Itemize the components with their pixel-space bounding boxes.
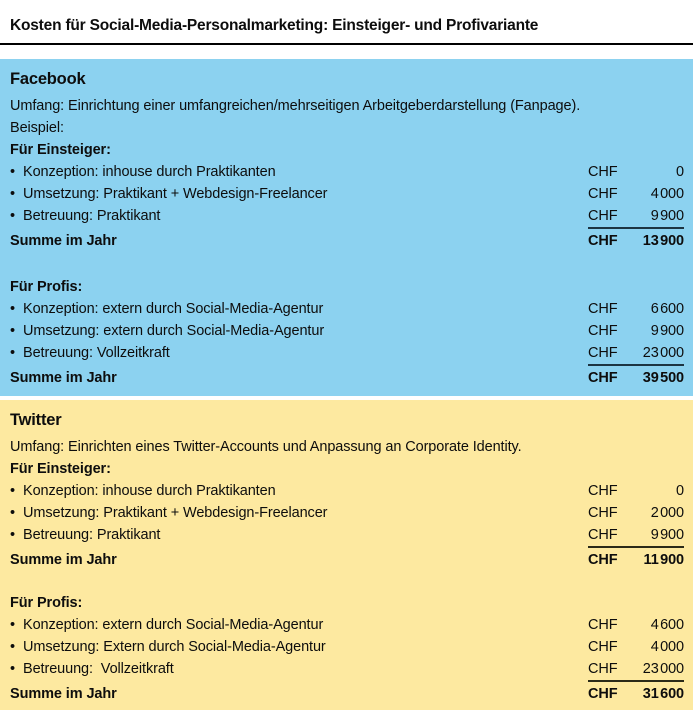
page-title: Kosten für Social-Media-Personalmarketing: Einsteiger- und Profivariante	[10, 17, 539, 34]
cost-label: Betreuung: Praktikant	[23, 208, 161, 224]
cost-line	[10, 320, 684, 342]
cost-line	[10, 161, 684, 183]
cost-line	[10, 658, 684, 682]
cost-line	[10, 342, 684, 366]
total-row	[10, 366, 684, 390]
cost-amount-group	[588, 205, 684, 229]
cost-amount-group	[588, 183, 684, 205]
cost-label: Konzeption: inhouse durch Praktikanten	[23, 483, 276, 499]
cost-amount: 6 600	[650, 301, 684, 317]
section-twitter	[0, 400, 693, 710]
cost-amount-group	[588, 636, 684, 658]
currency-code: CHF	[588, 370, 618, 386]
cost-label: Betreuung: Vollzeitkraft	[23, 345, 170, 361]
bullet-marker: •	[10, 323, 15, 339]
section-heading: Twitter	[10, 411, 62, 429]
cost-amount: 23 000	[642, 345, 684, 361]
total-row	[10, 229, 684, 253]
cost-amount-group	[588, 298, 684, 320]
cost-amount-group	[588, 320, 684, 342]
intro-line: Beispiel:	[10, 120, 64, 136]
cost-line	[10, 298, 684, 320]
total-amount: 13 900	[642, 233, 684, 249]
currency-code: CHF	[588, 617, 618, 633]
cost-amount: 9 900	[650, 208, 684, 224]
cost-label: Umsetzung: extern durch Social-Media-Agentur	[23, 323, 325, 339]
total-amount: 11 900	[643, 552, 684, 568]
bullet-marker: •	[10, 186, 15, 202]
bullet-marker: •	[10, 345, 15, 361]
cost-amount-group	[588, 524, 684, 548]
cost-label: Konzeption: extern durch Social-Media-Agentur	[23, 617, 324, 633]
currency-code: CHF	[588, 552, 618, 568]
bullet-marker: •	[10, 505, 15, 521]
cost-line	[10, 524, 684, 548]
total-amount-group	[588, 548, 684, 572]
group-heading: Für Profis:	[10, 279, 83, 295]
currency-code: CHF	[588, 505, 618, 521]
cost-label: Betreuung: Praktikant	[23, 527, 161, 543]
section-facebook	[0, 59, 693, 396]
bullet-marker: •	[10, 527, 15, 543]
intro-line: Umfang: Einrichtung einer umfangreichen/mehrseitigen Arbeitgeberdarstellung (Fanpage).	[10, 98, 581, 114]
currency-code: CHF	[588, 186, 618, 202]
currency-code: CHF	[588, 686, 618, 702]
total-row	[10, 682, 684, 706]
cost-amount: 0	[676, 483, 684, 499]
cost-amount: 4 600	[650, 617, 684, 633]
total-label: Summe im Jahr	[10, 686, 117, 702]
cost-line	[10, 205, 684, 229]
currency-code: CHF	[588, 233, 618, 249]
cost-label: Betreuung: Vollzeitkraft	[23, 661, 174, 677]
title-divider	[0, 43, 693, 45]
cost-label: Konzeption: extern durch Social-Media-Agentur	[23, 301, 324, 317]
section-heading: Facebook	[10, 70, 86, 88]
bullet-marker: •	[10, 639, 15, 655]
currency-code: CHF	[588, 208, 618, 224]
currency-code: CHF	[588, 345, 618, 361]
cost-amount-group	[588, 614, 684, 636]
cost-amount: 9 900	[650, 323, 684, 339]
currency-code: CHF	[588, 323, 618, 339]
total-amount-group	[588, 682, 684, 706]
total-row	[10, 548, 684, 572]
cost-amount: 2 000	[650, 505, 684, 521]
cost-label: Umsetzung: Extern durch Social-Media-Agentur	[23, 639, 326, 655]
group-heading: Für Einsteiger:	[10, 142, 111, 158]
total-amount: 31 600	[642, 686, 684, 702]
cost-amount-group	[588, 161, 684, 183]
total-amount-group	[588, 229, 684, 253]
intro-line: Umfang: Einrichten eines Twitter-Accounts und Anpassung an Corporate Identity.	[10, 439, 522, 455]
currency-code: CHF	[588, 483, 618, 499]
cost-label: Umsetzung: Praktikant + Webdesign-Freelancer	[23, 505, 328, 521]
cost-amount-group	[588, 480, 684, 502]
currency-code: CHF	[588, 301, 618, 317]
bullet-marker: •	[10, 483, 15, 499]
currency-code: CHF	[588, 661, 618, 677]
bullet-marker: •	[10, 301, 15, 317]
cost-line	[10, 614, 684, 636]
total-label: Summe im Jahr	[10, 370, 117, 386]
total-label: Summe im Jahr	[10, 552, 117, 568]
total-label: Summe im Jahr	[10, 233, 117, 249]
bullet-marker: •	[10, 617, 15, 633]
cost-amount: 23 000	[642, 661, 684, 677]
cost-amount-group	[588, 342, 684, 366]
group-heading: Für Profis:	[10, 595, 83, 611]
currency-code: CHF	[588, 527, 618, 543]
cost-line	[10, 636, 684, 658]
group-spacer	[10, 572, 684, 592]
bullet-marker: •	[10, 661, 15, 677]
cost-amount: 9 900	[650, 527, 684, 543]
cost-amount-group	[588, 658, 684, 682]
currency-code: CHF	[588, 639, 618, 655]
cost-amount: 4 000	[650, 186, 684, 202]
cost-line	[10, 480, 684, 502]
cost-label: Konzeption: inhouse durch Praktikanten	[23, 164, 276, 180]
cost-amount: 4 000	[650, 639, 684, 655]
cost-amount: 0	[676, 164, 684, 180]
bullet-marker: •	[10, 164, 15, 180]
currency-code: CHF	[588, 164, 618, 180]
group-heading: Für Einsteiger:	[10, 461, 111, 477]
cost-line	[10, 502, 684, 524]
cost-line	[10, 183, 684, 205]
group-spacer	[10, 253, 684, 276]
total-amount-group	[588, 366, 684, 390]
total-amount: 39 500	[642, 370, 684, 386]
bullet-marker: •	[10, 208, 15, 224]
cost-label: Umsetzung: Praktikant + Webdesign-Freelancer	[23, 186, 328, 202]
cost-amount-group	[588, 502, 684, 524]
